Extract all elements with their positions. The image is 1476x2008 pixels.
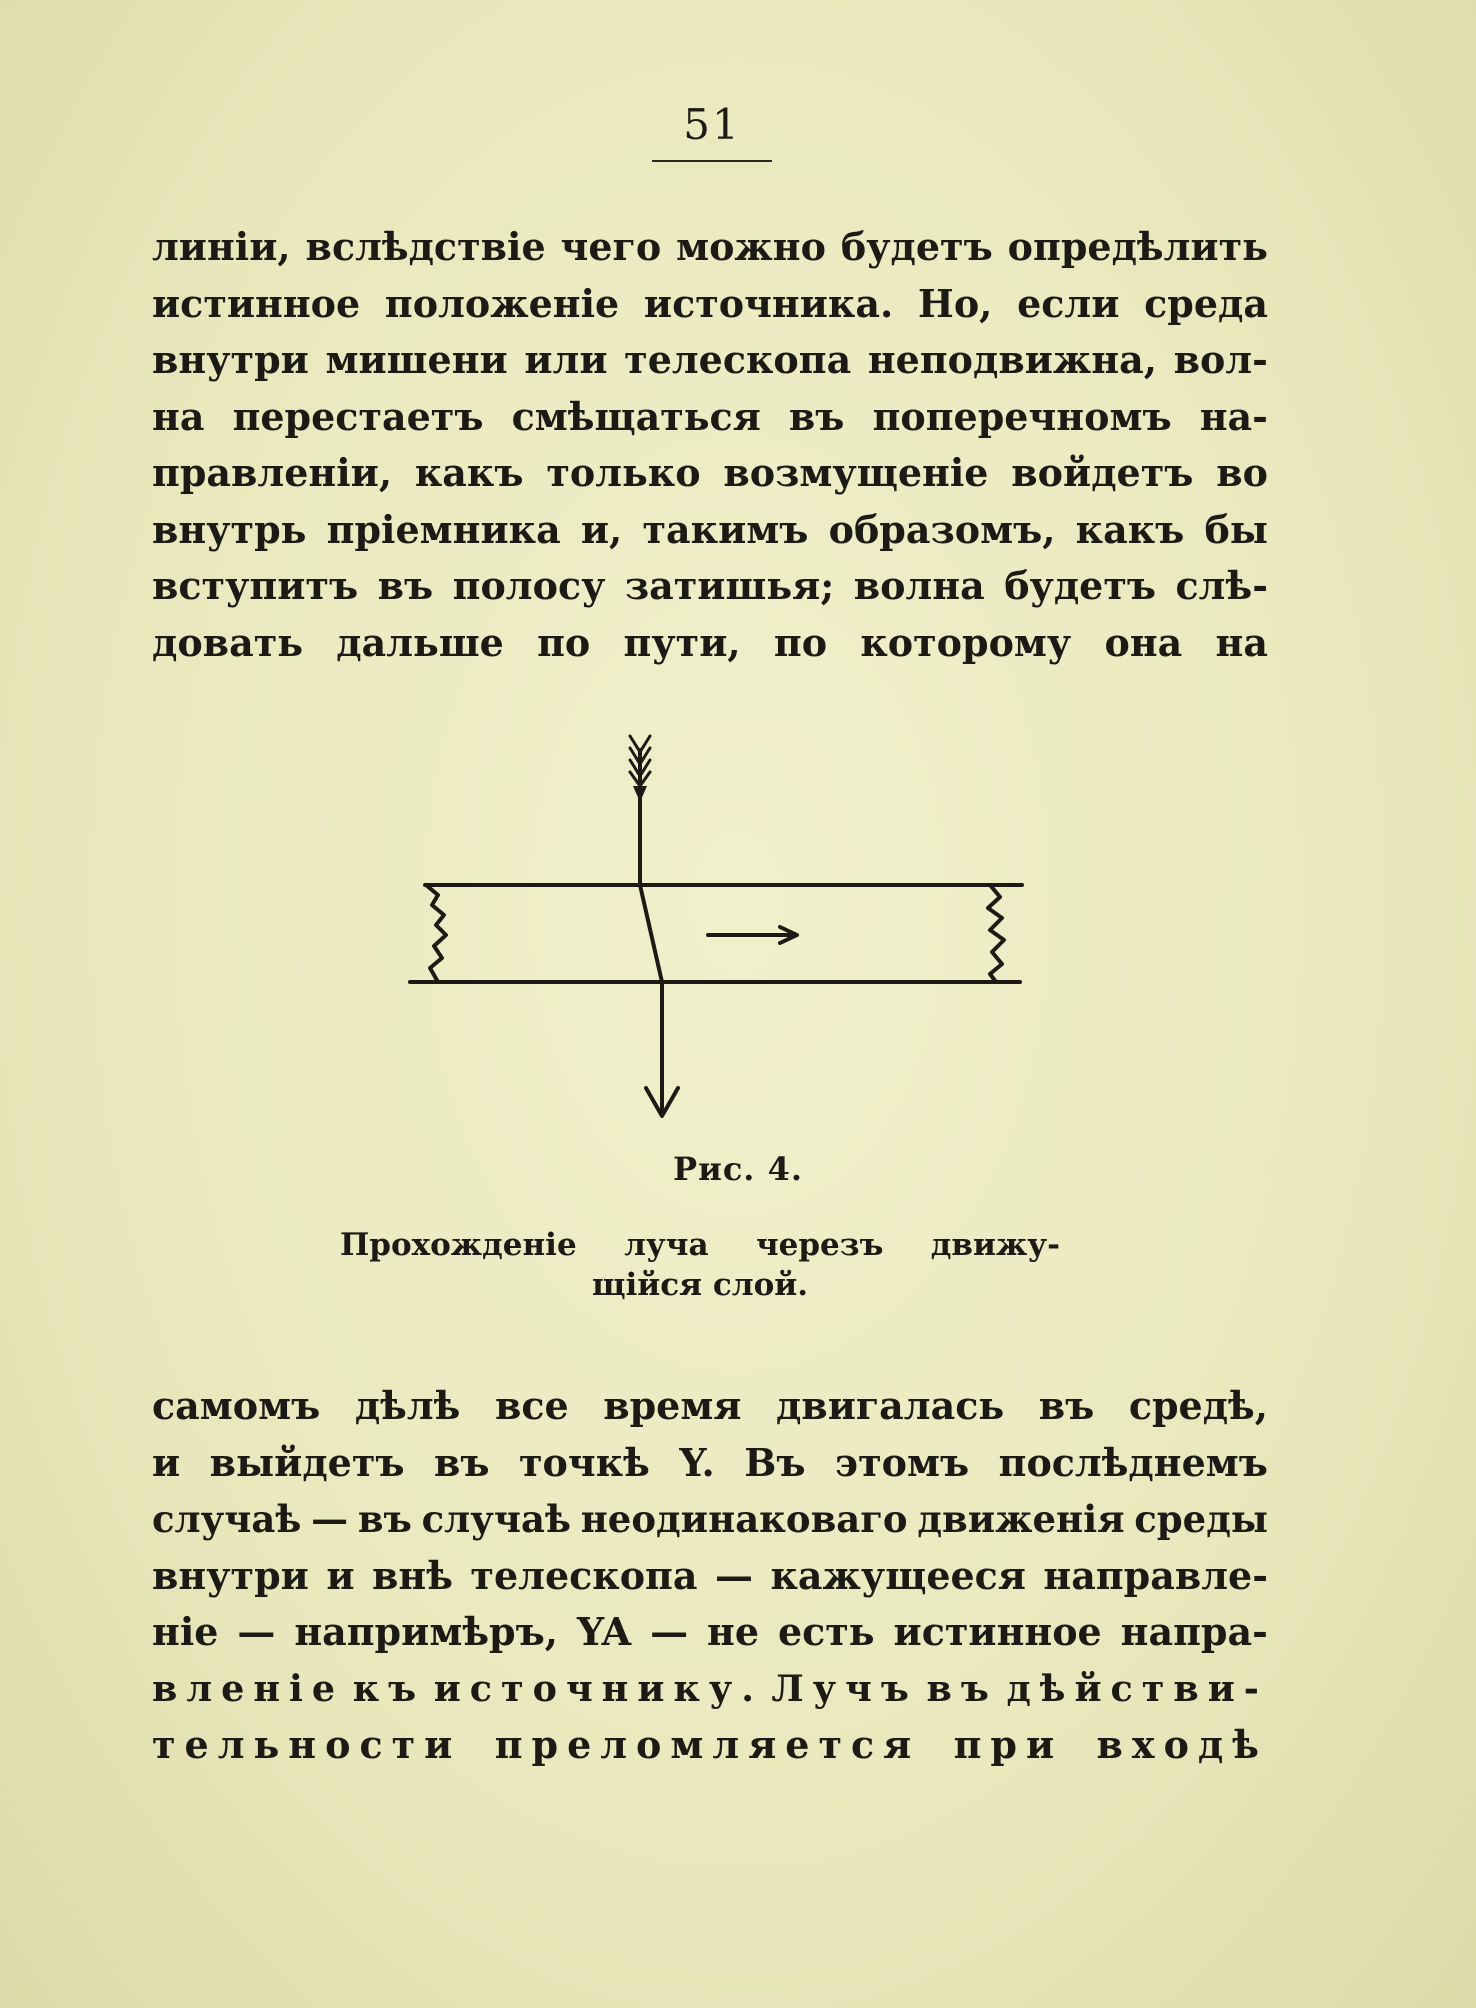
word: линіи, xyxy=(152,224,291,269)
word: положеніе xyxy=(384,280,620,326)
word: волна xyxy=(853,563,985,608)
text-line xyxy=(152,332,1268,389)
text-line xyxy=(152,1435,1268,1492)
word: неподвижна, xyxy=(867,337,1157,382)
word: входѣ xyxy=(1096,1722,1268,1767)
word: мишени xyxy=(325,337,508,382)
word: какъ xyxy=(1075,506,1185,552)
refracted-ray xyxy=(640,885,662,982)
word: Въ xyxy=(744,1439,806,1485)
word: направле- xyxy=(1043,1552,1268,1598)
word: вступитъ xyxy=(152,563,359,608)
word: истинное xyxy=(893,1609,1102,1654)
word: случаѣ xyxy=(421,1497,571,1541)
word: выйдетъ xyxy=(209,1439,405,1485)
word: какъ xyxy=(414,450,524,495)
text-line xyxy=(152,1717,1268,1774)
word: къ xyxy=(352,1666,426,1710)
text-line xyxy=(152,1661,1268,1718)
word: въ xyxy=(1038,1383,1095,1428)
word: на- xyxy=(1199,393,1268,439)
word: будетъ xyxy=(840,224,993,269)
word: Прохожденіе xyxy=(340,1227,577,1263)
word: источника. xyxy=(643,280,894,326)
word: вол- xyxy=(1173,337,1268,382)
word: напра- xyxy=(1120,1609,1268,1654)
word: самомъ xyxy=(152,1383,321,1428)
word: вслѣдствіе xyxy=(305,224,546,269)
word: внутри xyxy=(152,337,309,382)
word: YA xyxy=(576,1609,632,1654)
word: въ xyxy=(357,1497,412,1541)
word: телескопа xyxy=(470,1552,698,1598)
word: двигалась xyxy=(775,1383,1005,1428)
word: по xyxy=(773,619,828,665)
word: будетъ xyxy=(1004,563,1157,608)
word: чего xyxy=(560,224,662,269)
text-line xyxy=(152,502,1268,559)
word: движенія xyxy=(917,1497,1125,1541)
word: если xyxy=(1017,280,1120,326)
word: дѣйстви- xyxy=(1006,1666,1268,1710)
word: средѣ, xyxy=(1128,1383,1268,1428)
word: дѣлѣ xyxy=(354,1383,461,1428)
paragraph-1 xyxy=(152,219,1268,671)
text-line xyxy=(152,276,1268,333)
caption-line: щійся слой. xyxy=(591,1267,809,1303)
word: перестаетъ xyxy=(232,393,484,439)
word: въ xyxy=(433,1439,490,1485)
word: или xyxy=(524,337,608,382)
word: пріемника xyxy=(326,506,561,552)
figure-4-diagram xyxy=(390,720,1050,1140)
word: такимъ xyxy=(642,506,809,552)
text-line xyxy=(152,445,1268,502)
word: и xyxy=(326,1552,355,1598)
word: правленіи, xyxy=(152,450,393,495)
word: только xyxy=(546,450,701,495)
word: черезъ xyxy=(755,1227,884,1263)
word: Лучъ xyxy=(771,1666,918,1710)
word: довать xyxy=(152,619,304,665)
word: при xyxy=(953,1722,1064,1767)
word: — xyxy=(714,1552,753,1598)
caption-line xyxy=(340,1225,1060,1265)
text-line xyxy=(152,219,1268,276)
word: ніе xyxy=(152,1609,219,1654)
word: среды xyxy=(1134,1497,1268,1541)
word: время xyxy=(603,1383,742,1428)
word: луча xyxy=(624,1227,709,1263)
page-number-rule xyxy=(652,160,772,162)
word: на xyxy=(152,393,205,439)
word: вленіе xyxy=(152,1666,345,1710)
word: образомъ, xyxy=(828,506,1056,552)
word: преломляется xyxy=(494,1722,921,1767)
word: точкѣ xyxy=(519,1439,650,1485)
word: телескопа xyxy=(624,337,852,382)
word: смѣщаться xyxy=(511,393,761,439)
layer-left-torn-edge xyxy=(426,885,446,982)
text-line xyxy=(152,1491,1268,1548)
word: кажущееся xyxy=(770,1552,1026,1598)
text-line xyxy=(152,615,1268,672)
word: внутрь xyxy=(152,506,307,552)
text-line xyxy=(152,1548,1268,1605)
word: не xyxy=(707,1609,759,1654)
word: и, xyxy=(580,506,623,552)
word: затишья; xyxy=(624,563,835,608)
word: — xyxy=(650,1609,689,1654)
paragraph-2 xyxy=(152,1378,1268,1774)
word: пути, xyxy=(623,619,741,665)
word: — xyxy=(311,1497,349,1541)
text-line xyxy=(152,1604,1268,1661)
word: неодинаковаго xyxy=(580,1497,908,1541)
word: въ xyxy=(377,563,434,608)
word: которому xyxy=(860,619,1072,665)
word: она xyxy=(1104,619,1183,665)
word: — xyxy=(237,1609,276,1654)
word: тельности xyxy=(152,1722,462,1767)
word: дальше xyxy=(336,619,504,665)
word: этомъ xyxy=(834,1439,970,1485)
word: движу- xyxy=(930,1227,1060,1263)
word: поперечномъ xyxy=(872,393,1172,439)
word: войдетъ xyxy=(1011,450,1194,495)
word: можно xyxy=(676,224,826,269)
word: по xyxy=(537,619,591,665)
word: полосу xyxy=(452,563,606,608)
word: послѣднемъ xyxy=(998,1439,1268,1485)
text-line xyxy=(152,558,1268,615)
word: внутри xyxy=(152,1552,309,1598)
figure-caption xyxy=(340,1225,1060,1305)
word: возмущеніе xyxy=(723,450,989,495)
word: Но, xyxy=(917,280,993,326)
word: все xyxy=(494,1383,569,1428)
word: во xyxy=(1216,450,1268,495)
word: въ xyxy=(788,393,845,439)
word: среда xyxy=(1144,280,1268,326)
page-number: 51 xyxy=(683,100,741,149)
word: истинное xyxy=(152,280,361,326)
incoming-arrow-tip xyxy=(633,786,647,802)
word: Y. xyxy=(679,1439,715,1485)
word: есть xyxy=(777,1609,875,1654)
word: бы xyxy=(1204,506,1268,552)
word: случаѣ xyxy=(152,1497,302,1541)
word: на xyxy=(1215,619,1268,665)
word: опредѣлить xyxy=(1007,224,1268,269)
figure-label: Рис. 4. xyxy=(673,1150,803,1188)
layer-right-torn-edge xyxy=(988,885,1004,982)
word: и xyxy=(152,1439,181,1485)
word: источнику. xyxy=(433,1666,763,1710)
word: въ xyxy=(926,1666,998,1710)
text-line xyxy=(152,1378,1268,1435)
text-line xyxy=(152,389,1268,446)
word: напримѣръ, xyxy=(294,1609,558,1654)
word: внѣ xyxy=(372,1552,453,1598)
word: слѣ- xyxy=(1175,563,1268,608)
